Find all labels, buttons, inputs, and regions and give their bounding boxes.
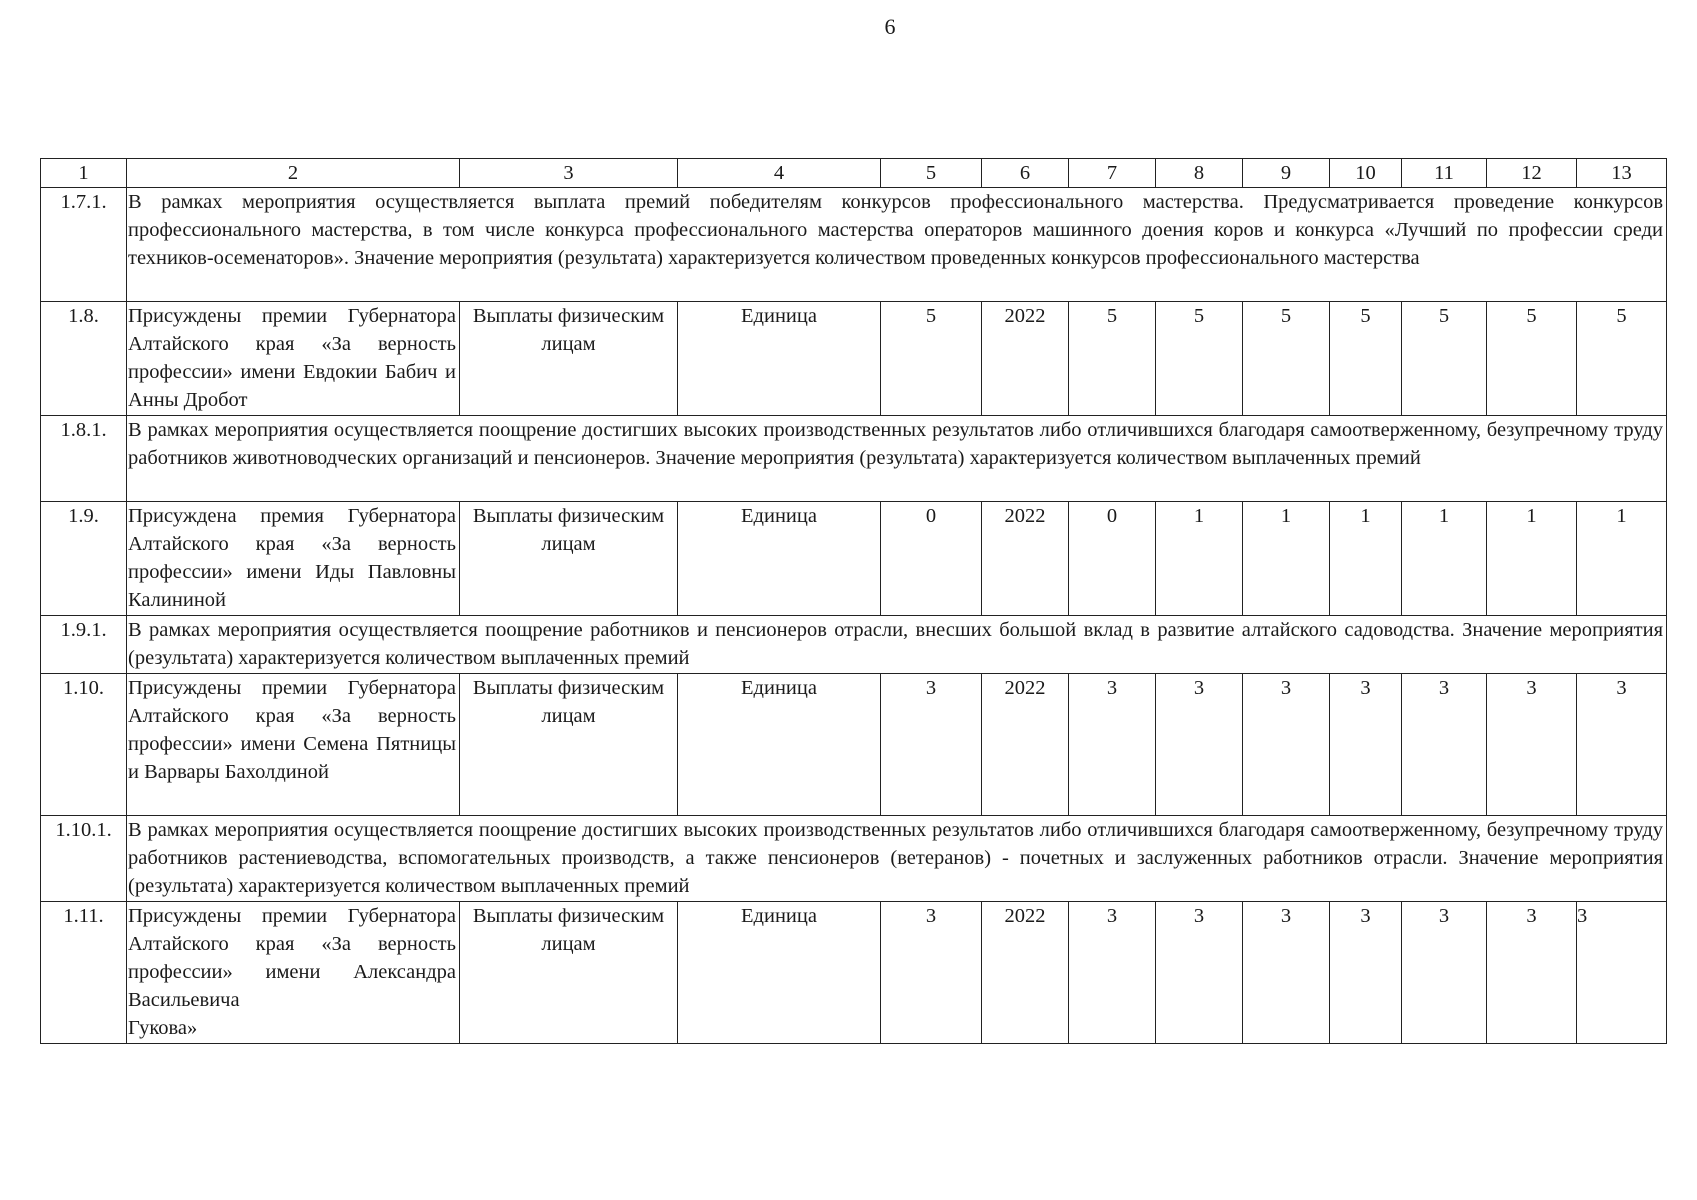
value-cell: 1 bbox=[1577, 502, 1667, 616]
row-number: 1.9.1. bbox=[41, 616, 127, 674]
indicator-row bbox=[41, 502, 1667, 616]
indicator-name-last-line: Гукова» bbox=[128, 1017, 198, 1039]
value-cell: 5 bbox=[881, 302, 982, 416]
value-cell: 3 bbox=[881, 674, 982, 816]
header-cell: 13 bbox=[1577, 159, 1667, 188]
indicator-name: Присуждена премия Губернатора Алтайского края «За верность профессии» имени Иды Павловны Калининой bbox=[127, 502, 460, 616]
value-cell: 1 bbox=[1243, 502, 1330, 616]
value-cell: 3 bbox=[1577, 902, 1667, 1044]
value-cell: 3 bbox=[1069, 674, 1156, 816]
value-cell: 3 bbox=[1243, 902, 1330, 1044]
value-cell: 3 bbox=[1487, 902, 1577, 1044]
value-cell: 2022 bbox=[982, 302, 1069, 416]
value-cell: 3 bbox=[1156, 674, 1243, 816]
header-cell: 12 bbox=[1487, 159, 1577, 188]
indicators-table bbox=[40, 158, 1667, 1044]
header-cell: 1 bbox=[41, 159, 127, 188]
header-cell: 11 bbox=[1402, 159, 1487, 188]
indicator-row bbox=[41, 302, 1667, 416]
row-number: 1.11. bbox=[41, 902, 127, 1044]
header-cell: 3 bbox=[460, 159, 678, 188]
indicator-name: Присуждены премии Губернатора Алтайского края «За верность профессии» имени Александра Васильевича bbox=[128, 905, 456, 1011]
value-cell: 3 bbox=[1069, 902, 1156, 1044]
indicator-type: Выплаты физическим лицам bbox=[460, 902, 678, 1044]
value-cell: 3 bbox=[1577, 674, 1667, 816]
value-cell: 3 bbox=[1156, 902, 1243, 1044]
value-cell: 0 bbox=[1069, 502, 1156, 616]
indicator-unit: Единица bbox=[678, 302, 881, 416]
value-cell: 1 bbox=[1330, 502, 1402, 616]
indicator-unit: Единица bbox=[678, 902, 881, 1044]
row-number: 1.10. bbox=[41, 674, 127, 816]
value-cell: 1 bbox=[1487, 502, 1577, 616]
indicator-row bbox=[41, 902, 1667, 1044]
value-cell: 5 bbox=[1330, 302, 1402, 416]
row-number: 1.7.1. bbox=[41, 188, 127, 302]
description-row bbox=[41, 616, 1667, 674]
header-cell: 2 bbox=[127, 159, 460, 188]
row-description: В рамках мероприятия осуществляется выплата премий победителям конкурсов профессионального мастерства. Предусматривается проведение конкурсов профессионального мастерства, в том числе конкурса профессионального мастерства операторов машинного доения коров и конкурса «Лучший по профессии среди техников-осеменаторов». Значение мероприятия (результата) характеризуется количеством проведенных конкурсов профессионального мастерства bbox=[127, 188, 1667, 302]
value-cell: 3 bbox=[1330, 674, 1402, 816]
indicator-type: Выплаты физическим лицам bbox=[460, 302, 678, 416]
header-cell: 4 bbox=[678, 159, 881, 188]
value-cell: 2022 bbox=[982, 502, 1069, 616]
value-cell: 1 bbox=[1156, 502, 1243, 616]
row-description: В рамках мероприятия осуществляется поощрение достигших высоких производственных результатов либо отличившихся благодаря самоотверженному, безупречному труду работников животноводческих организаций и пенсионеров. Значение мероприятия (результата) характеризуется количеством выплаченных премий bbox=[127, 416, 1667, 502]
indicator-type: Выплаты физическим лицам bbox=[460, 502, 678, 616]
indicator-name: Присуждены премии Губернатора Алтайского края «За верность профессии» имени Семена Пятницы и Варвары Бахолдиной bbox=[127, 674, 460, 816]
header-cell: 5 bbox=[881, 159, 982, 188]
value-cell: 5 bbox=[1402, 302, 1487, 416]
value-cell: 3 bbox=[1402, 674, 1487, 816]
value-cell: 5 bbox=[1069, 302, 1156, 416]
value-cell: 1 bbox=[1402, 502, 1487, 616]
indicator-unit: Единица bbox=[678, 674, 881, 816]
value-cell: 3 bbox=[881, 902, 982, 1044]
value-cell: 5 bbox=[1577, 302, 1667, 416]
value-cell: 0 bbox=[881, 502, 982, 616]
header-cell: 8 bbox=[1156, 159, 1243, 188]
value-cell: 3 bbox=[1487, 674, 1577, 816]
value-cell: 2022 bbox=[982, 674, 1069, 816]
value-cell: 2022 bbox=[982, 902, 1069, 1044]
indicator-unit: Единица bbox=[678, 502, 881, 616]
indicator-type: Выплаты физическим лицам bbox=[460, 674, 678, 816]
description-row bbox=[41, 188, 1667, 302]
description-row bbox=[41, 816, 1667, 902]
header-cell: 9 bbox=[1243, 159, 1330, 188]
page-number: 6 bbox=[884, 14, 896, 39]
row-number: 1.8. bbox=[41, 302, 127, 416]
value-cell: 3 bbox=[1402, 902, 1487, 1044]
header-cell: 7 bbox=[1069, 159, 1156, 188]
value-cell: 5 bbox=[1487, 302, 1577, 416]
value-cell: 5 bbox=[1156, 302, 1243, 416]
row-description: В рамках мероприятия осуществляется поощрение достигших высоких производственных результатов либо отличившихся благодаря самоотверженному, безупречному труду работников растениеводства, вспомогательных производств, а также пенсионеров (ветеранов) - почетных и заслуженных работников отрасли. Значение мероприятия (результата) характеризуется количеством выплаченных премий bbox=[127, 816, 1667, 902]
value-cell: 3 bbox=[1330, 902, 1402, 1044]
indicator-name-cell bbox=[127, 902, 460, 1044]
row-number: 1.9. bbox=[41, 502, 127, 616]
value-cell: 5 bbox=[1243, 302, 1330, 416]
description-row bbox=[41, 416, 1667, 502]
row-number: 1.8.1. bbox=[41, 416, 127, 502]
header-cell: 10 bbox=[1330, 159, 1402, 188]
value-cell: 3 bbox=[1243, 674, 1330, 816]
header-cell: 6 bbox=[982, 159, 1069, 188]
indicator-name: Присуждены премии Губернатора Алтайского края «За верность профессии» имени Евдокии Бабич и Анны Дробот bbox=[127, 302, 460, 416]
table-header-row bbox=[41, 159, 1667, 188]
indicator-row bbox=[41, 674, 1667, 816]
row-description: В рамках мероприятия осуществляется поощрение работников и пенсионеров отрасли, внесших большой вклад в развитие алтайского садоводства. Значение мероприятия (результата) характеризуется количеством выплаченных премий bbox=[127, 616, 1667, 674]
row-number: 1.10.1. bbox=[41, 816, 127, 902]
